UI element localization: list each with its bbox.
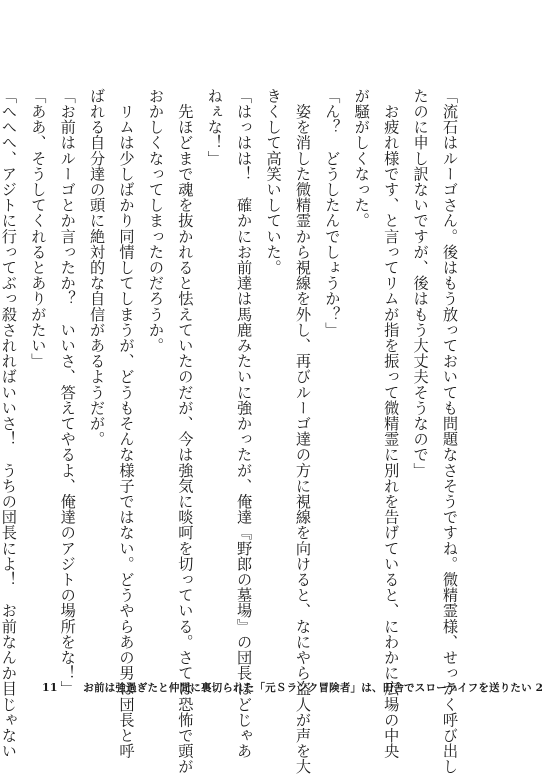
text-line: きくして高笑いしていた。	[264, 88, 283, 276]
text-line: 姿を消した微精霊から視線を外し、再びルーゴ達の方に視線を向けると、なにやら盗人が声を大	[293, 88, 312, 774]
page-number: 11	[42, 681, 58, 694]
page-footer	[42, 680, 543, 695]
text-line: ねぇな！」	[205, 88, 224, 166]
text-line: 「ああ、そうしてくれるとありがたい」	[29, 88, 48, 369]
text-line: ばれる自分達の頭に絶対的な自信があるようだが。	[88, 88, 107, 447]
text-line: 「お前はルーゴとか言ったか？ いいさ、答えてやるよ、俺達のアジトの場所をな！」	[58, 88, 77, 697]
text-line: 「ん？ どうしたんでしょうか？」	[323, 88, 342, 338]
text-line: たのに申し訳ないですが、後はもう大丈夫そうなので」	[411, 88, 430, 478]
text-line: 「流石はルーゴさん。後はもう放っておいても問題なさそうですね。微精霊様、せっかく呼び出し	[441, 88, 459, 774]
text-line: 「へへへ、アジトに行ってぶっ殺されればいいさ！ うちの団長によ！ お前なんか目じゃない	[0, 88, 18, 759]
running-title: お前は強過ぎたと仲間に裏切られた「元Ｓランク冒険者」は、田舎でスローライフを送りたい 2	[83, 682, 543, 694]
text-line: おかしくなってしまったのだろうか。	[146, 88, 165, 354]
text-line: リムは少しばかり同情してしまうが、どうもそんな様子ではない。どうやらあの男は団長と呼	[117, 88, 136, 759]
text-line: お疲れ様です、と言ってリムが指を振って微精霊に別れを告げていると、にわかに広場の中央	[382, 88, 401, 759]
text-line: が騒がしくなった。	[352, 88, 371, 229]
text-line: 先ほどまで魂を抜かれると怯えていたのだが、今は強気に啖呵を切っている。さては恐怖で頭が	[176, 88, 195, 774]
text-line: 「はっはは！ 確かにお前達は馬鹿みたいに強かったが、俺達『野郎の墓場』の団長ほどじゃあ	[235, 88, 254, 759]
